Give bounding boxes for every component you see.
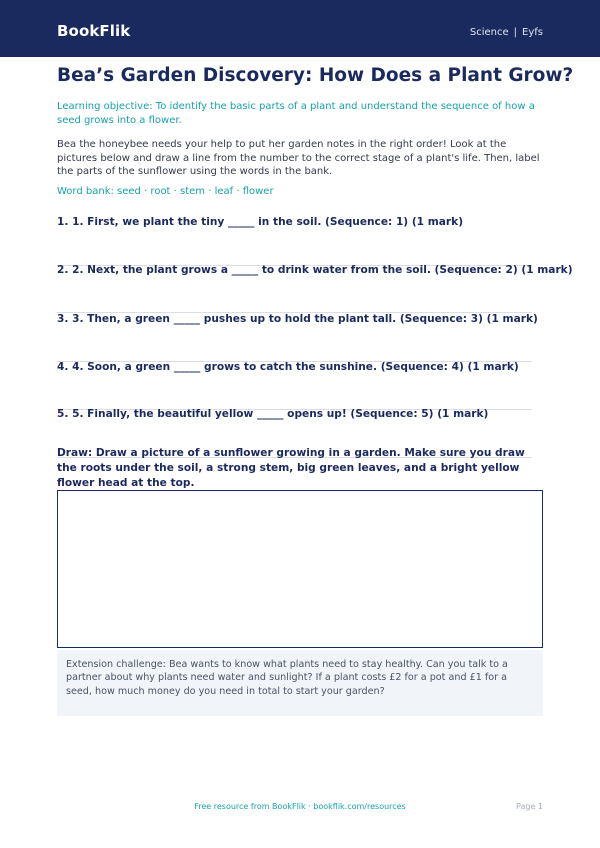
question-4: 4. 4. Soon, a green _____ grows to catch the sunshine. (Sequence: 4) (1 mark) (57, 361, 519, 373)
instructions: Bea the honeybee needs your help to put her garden notes in the right order! Look at the pictures below and draw a line from the number to the correct stage of a plant's life. Then, label the parts of the sunflower using the words in the bank. (57, 139, 540, 177)
draw-prompt: Draw: Draw a picture of a sunflower growing in a garden. Make sure you draw the roots under the soil, a strong stem, big green leaves, and a bright yellow flower head at the top. (57, 447, 525, 489)
question-5: 5. 5. Finally, the beautiful yellow _____ opens up! (Sequence: 5) (1 mark) (57, 408, 489, 420)
level-label: Eyfs (522, 27, 543, 38)
question-1: 1. 1. First, we plant the tiny _____ in the soil. (Sequence: 1) (1 mark) (57, 216, 464, 228)
page-header (0, 0, 600, 57)
word-bank: Word bank: seed · root · stem · leaf · flower (57, 186, 274, 197)
subject-label: Science (469, 27, 509, 38)
worksheet-title: Bea’s Garden Discovery: How Does a Plant Grow? (57, 65, 574, 86)
separator: | (513, 27, 518, 38)
learning-objective: Learning objective: To identify the basic parts of a plant and understand the sequence of how a seed grows into a flower. (57, 101, 535, 126)
page-number: Page 1 (516, 802, 543, 811)
footer-resource-link[interactable]: Free resource from BookFlik · bookflik.com/resources (194, 802, 406, 811)
subject-level (470, 27, 543, 38)
question-3: 3. 3. Then, a green _____ pushes up to hold the plant tall. (Sequence: 3) (1 mark) (57, 313, 538, 325)
extension-challenge: Extension challenge: Bea wants to know what plants need to stay healthy. Can you talk to a partner about why plants need water and sunlight? If a plant costs £2 for a pot and £1 for a seed, how much money do you need in total to start your garden? (57, 650, 543, 716)
drawing-area[interactable] (57, 490, 543, 648)
brand-logo[interactable]: BookFlik (57, 22, 131, 40)
question-2: 2. 2. Next, the plant grows a _____ to drink water from the soil. (Sequence: 2) (1 mark) (57, 264, 573, 276)
